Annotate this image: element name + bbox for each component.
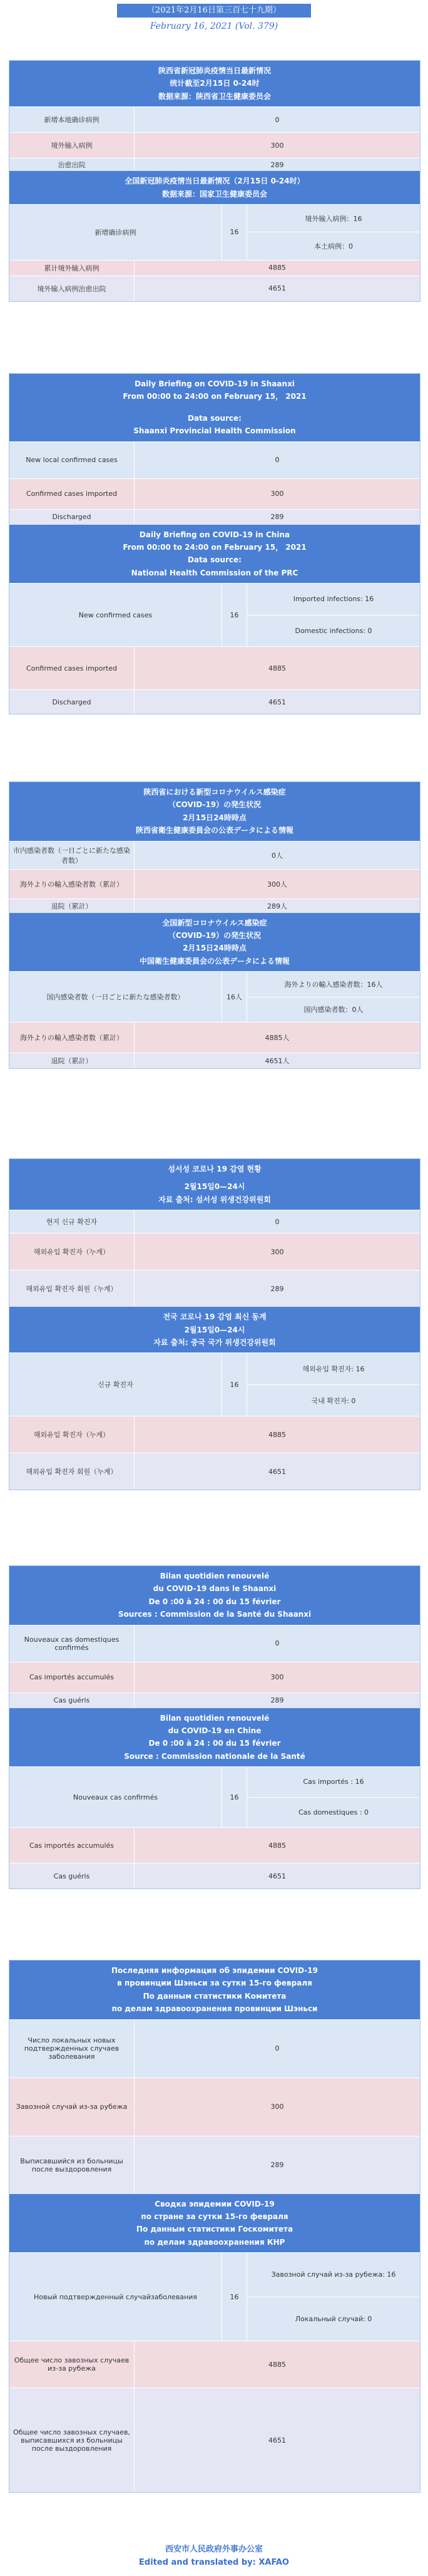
row-label: Discharged [9,690,135,714]
table-row [9,583,420,646]
header-line: 전국 코로나 19 감염 최신 동계 [163,1312,267,1322]
row-label: Confirmed cases imported [9,479,135,509]
issue-badge: （2021年2月16日第三百七十九期） [117,4,311,18]
table-row [9,1053,420,1068]
row-value: 289人 [267,902,287,910]
header-line: From 00:00 to 24:00 on February 15， 2021 [123,542,307,552]
table-row [9,509,420,525]
header-line: Сводка эпидемии COVID-19 [155,2199,275,2208]
row-label: New local confirmed cases [9,442,135,478]
row-value: 16 [222,1767,247,1827]
row-value: 4651人 [265,1057,290,1066]
row-value: 289 [270,513,284,522]
row-value: 4651 [268,1467,286,1476]
local-cases: Cas domestiques : 0 [247,1797,420,1828]
header-line: National Health Commission of the PRC [131,568,298,577]
row-value: 16 [222,1353,247,1416]
header-line: Data source: [188,555,242,565]
ru-shaanxi-table [9,1960,420,2493]
row-value: 4885人 [265,1034,290,1043]
ko-shaanxi-header [9,1159,420,1210]
row-value: 0 [275,1639,280,1648]
row-label: 해외유입 확진자（누계） [9,1416,135,1453]
row-value: 0 [275,1217,280,1226]
header-line: Daily Briefing on COVID-19 in Shaanxi [135,379,295,388]
row-value: 289 [270,160,284,169]
ko-national-header [9,1307,420,1352]
row-value: 0 [275,456,280,465]
header-line: Source : Commission nationale de la Santé [124,1751,305,1761]
header-line: Daily Briefing on COVID-19 in China [139,530,290,539]
row-label: Число локальных новых подтвержденных случаев заболевания [9,2020,135,2078]
row-label: 累计境外输入病例 [9,260,135,276]
imported-cases: 海外よりの輸入感染者数：16人 [284,980,383,989]
table-row [9,204,420,260]
row-value: 289 [270,1284,284,1293]
table-row [9,441,420,478]
row-label: 현지 신규 확진자 [9,1210,135,1233]
header-line: De 0 :00 à 24 : 00 du 15 février [148,1597,281,1606]
row-label: 海外よりの輸入感染者数（累計） [9,870,135,899]
row-label: Cas importés accumulés [9,1662,135,1692]
table-row [9,1352,420,1416]
table-row [9,1453,420,1490]
issue-date: February 16, 2021 (Vol. 379) [150,21,278,31]
header-line: From 00:00 to 24:00 on February 15， 2021 [123,392,307,401]
row-label: 新增本地确诊病例 [9,107,135,132]
table-row [9,158,420,171]
header-line: 全国新冠肺炎疫情当日最新情况（2月15日 0-24时） [125,177,305,186]
row-value: 300人 [267,880,287,889]
row-label: Общее число завозных случаев, выписавшихся из больницы после выздоровления [9,2388,135,2492]
header-line: 数据来源：国家卫生健康委员会 [161,189,267,198]
table-row [9,1662,420,1692]
row-value: 16 [222,2253,247,2341]
table-row [9,2252,420,2341]
header-line: в провинции Шэньси за сутки 15-го февраля [117,1979,312,1988]
table-row [9,1625,420,1662]
header-line: По данным статистики Комитета [143,1991,287,2001]
table-row [9,689,420,714]
header-line: 2월15일0—24시 [184,1182,245,1192]
row-value: 300 [270,1673,284,1682]
table-row [9,1270,420,1307]
header-line: 자료 출처: 섬서성 위생건강위원회 [158,1195,271,1204]
header-line: 2月15日24時時点 [183,944,247,953]
table-row [9,276,420,301]
row-value: 16人 [222,972,247,1022]
row-value: 4885 [268,264,286,272]
row-value: 4885 [268,1430,286,1439]
row-value: 289 [270,1696,284,1705]
table-row [9,1863,420,1888]
row-label: Общее число завозных случаев из-за рубежа [9,2341,135,2388]
header-line: Последняя информация об эпидемии COVID-19 [111,1966,318,1975]
header-line: Data source: [188,413,242,423]
ja-national-header [9,913,420,972]
ko-shaanxi-table [9,1158,420,1490]
row-value: 0人 [272,851,283,860]
header-line: （COVID-19）の発生状況 [168,800,262,810]
en-shaanxi-header [9,374,420,441]
row-label: 退院（累計） [9,1053,135,1068]
table-row [9,1233,420,1270]
local-cases: 本土病例：0 [247,232,420,260]
row-value: 16 [222,205,247,260]
row-value: 0 [275,2044,280,2053]
imported-cases: 해외유입 확진자: 16 [302,1365,365,1374]
local-cases: Domestic infections: 0 [247,615,420,647]
footer-office: 西安市人民政府外事办公室 [165,2545,263,2554]
row-value: 4885 [268,2360,286,2369]
table-row [9,2341,420,2388]
row-value: 4651 [268,1872,286,1880]
header-line: 统计截至2月15日 0-24时 [170,79,260,88]
row-value: 300 [270,141,284,150]
table-row [9,869,420,899]
header-line: 자료 출처: 중국 국가 위생건강위원회 [153,1337,276,1347]
table-row [9,260,420,276]
imported-cases: 境外输入病例：16 [305,214,362,223]
row-label: Cas guéris [9,1863,135,1888]
row-value: 300 [270,490,284,498]
table-row [9,2136,420,2194]
table-row [9,841,420,869]
header-line: 陕西省新冠肺炎疫情当日最新情况 [158,66,271,75]
table-row [9,1692,420,1708]
fr-shaanxi-header [9,1566,420,1625]
row-label: 国内感染者数（一日ごとに新たな感染者数） [9,972,222,1022]
row-label: 境外输入病例治愈出院 [9,276,135,301]
header-line: du COVID-19 en Chine [168,1726,262,1735]
imported-cases: Imported infections: 16 [293,595,374,604]
row-label: Новый подтвержденный случайзаболевания [9,2253,222,2341]
zh-shaanxi-table [9,60,420,302]
header-line: Shaanxi Provincial Health Commission [133,426,296,436]
header-line: De 0 :00 à 24 : 00 du 15 février [148,1739,281,1748]
ja-shaanxi-header [9,782,420,841]
header-line: 中国衛生健康委員会の公表データによる情報 [139,956,290,966]
row-value: 16 [222,584,247,646]
row-label: Завозной случай из-за рубежа [9,2078,135,2136]
row-label: 해외유입 확진자 회원（누계） [9,1453,135,1490]
zh-shaanxi-header [9,61,420,106]
footer-credit: Edited and translated by: XAFAO [139,2557,289,2567]
header-line: по стране за сутки 15-го февраля [141,2212,288,2221]
row-label: Cas guéris [9,1693,135,1708]
header-line: По данным статистики Госкомитета [136,2225,293,2234]
row-label: New confirmed cases [9,584,222,646]
row-value: 4885 [268,664,286,672]
table-row [9,1022,420,1053]
row-value: 4651 [268,284,286,293]
en-national-header [9,525,420,584]
header-line: 2월15일0—24시 [184,1325,245,1334]
row-value: 0 [275,115,280,124]
row-label: Discharged [9,510,135,525]
row-label: 新增确诊病例 [9,205,222,260]
header-line: 섬서성 코로나 19 감염 현황 [168,1165,262,1173]
ru-shaanxi-header [9,1960,420,2019]
local-cases: Локальный случай: 0 [247,2297,420,2341]
table-row [9,1416,420,1453]
row-value: 289 [270,2161,284,2170]
table-row [9,2019,420,2078]
row-label: 해외유입 확진자（누계） [9,1234,135,1270]
header-line: 全国新型コロナウイルス感染症 [162,918,267,927]
row-label: Nouveaux cas domestiques confirmés [9,1625,135,1662]
row-value: 300 [270,2103,284,2111]
row-label: 海外よりの輸入感染者数（累計） [9,1023,135,1053]
en-shaanxi-table [9,373,420,714]
table-row [9,106,420,132]
row-value: 4651 [268,698,286,706]
table-row [9,1210,420,1233]
ja-shaanxi-table [9,781,420,1069]
header-line: Bilan quotidien renouvelé [160,1713,270,1723]
header-line: по делам здравоохранения провинции Шэньси [111,2004,318,2014]
header-line: du COVID-19 dans le Shaanxi [153,1584,277,1594]
header-line: по делам здравоохранения КНР [144,2237,285,2247]
table-row [9,1827,420,1863]
header-line: 陝西省における新型コロナウイルス感染症 [143,788,286,796]
zh-national-header [9,171,420,204]
fr-shaanxi-table [9,1565,420,1889]
fr-national-header [9,1708,420,1767]
header-line: Bilan quotidien renouvelé [160,1572,270,1580]
header-line: （COVID-19）の発生状況 [168,930,262,940]
header-line: Sources : Commission de la Santé du Shaanxi [118,1610,312,1619]
imported-cases: Cas importés : 16 [303,1778,364,1786]
ru-national-header [9,2194,420,2253]
row-label: 해외유입 확진자 회원（누계） [9,1270,135,1307]
imported-cases: Завозной случай из-за рубежа: 16 [271,2270,396,2279]
row-label: Confirmed cases imported [9,647,135,689]
row-label: 신규 확진자 [9,1353,222,1416]
table-row [9,899,420,913]
row-value: 4885 [268,1841,286,1850]
local-cases: 국내 확진자: 0 [247,1384,420,1416]
local-cases: 国内感染者数：0人 [247,997,420,1023]
row-label: 退院（累計） [9,899,135,913]
table-row [9,1766,420,1827]
header-line: 陝西省衛生健康委員会の公表データによる情報 [135,826,293,835]
row-label: 境外输入病例 [9,133,135,158]
row-label: 治愈出院 [9,158,135,171]
table-row [9,2078,420,2136]
row-value: 300 [270,1247,284,1256]
row-label: 市内感染者数（一日ごとに新たな感染者数） [9,842,135,869]
row-value: 4651 [268,2436,286,2445]
row-label: Cas importés accumulés [9,1828,135,1863]
table-row [9,971,420,1022]
table-row [9,2388,420,2492]
header-line: 2月15日24時時点 [183,813,247,822]
row-label: Nouveaux cas confirmés [9,1767,222,1827]
table-row [9,646,420,689]
table-row [9,478,420,509]
row-label: Выписавшийся из больницы после выздоровления [9,2136,135,2194]
header-line: 数据来源：陕西省卫生健康委员会 [158,91,271,101]
footer [0,2543,428,2570]
table-row [9,132,420,158]
